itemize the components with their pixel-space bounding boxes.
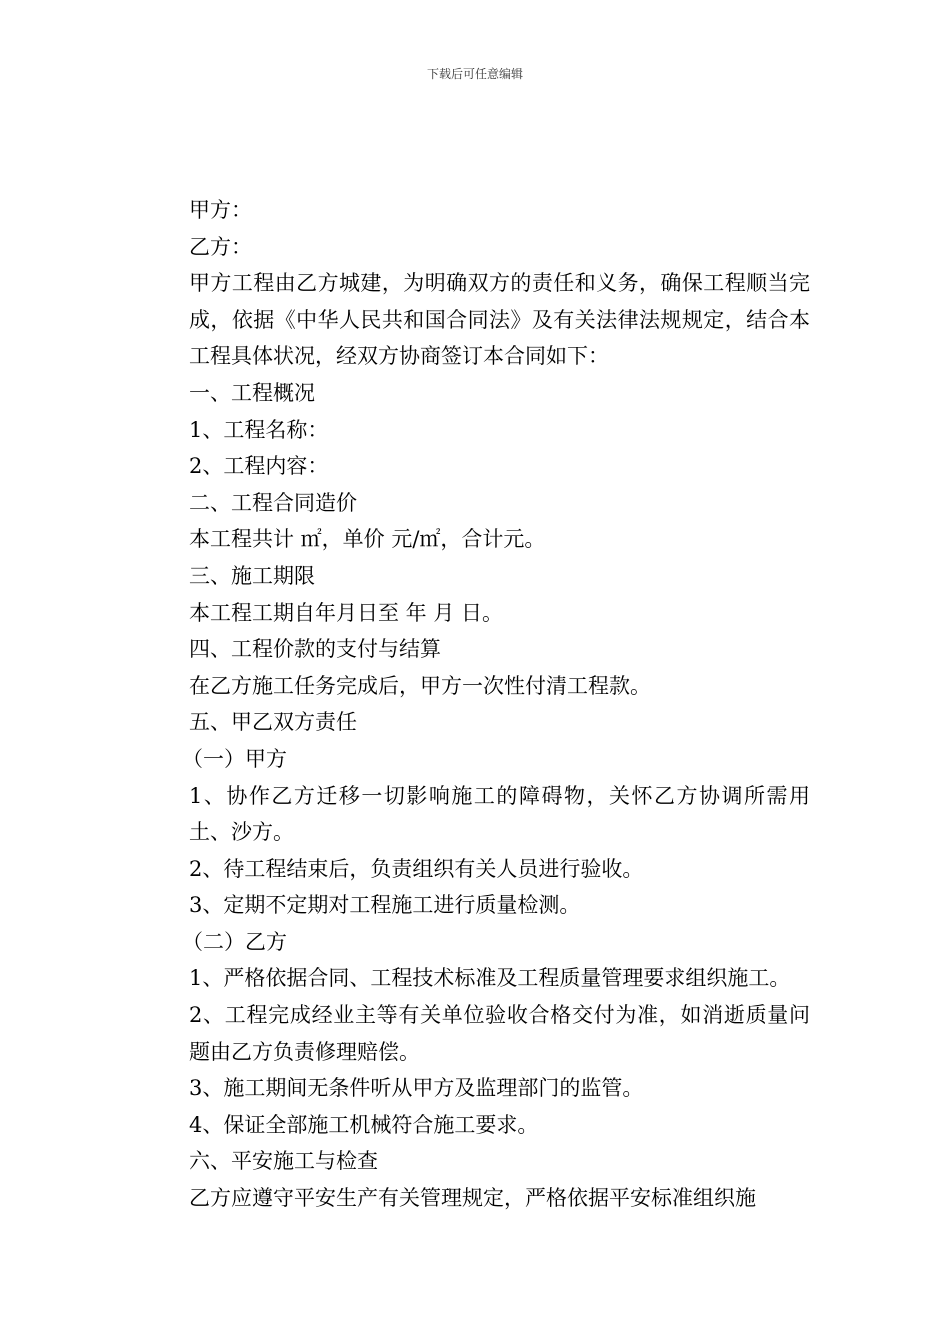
intro-paragraph: 甲方工程由乙方城建，为明确双方的责任和义务，确保工程顺当完成，依据《中华人民共和国合同法》及有关法律法规规定，结合本工程具体状况，经双方协商签订本合同如下： — [189, 271, 810, 369]
party-a-duty-2: 2、待工程结束后，负责组织有关人员进行验收。 — [189, 856, 644, 881]
payment-line: 在乙方施工任务完成后，甲方一次性付清工程款。 — [189, 673, 651, 698]
project-name-line: 1、工程名称： — [189, 417, 329, 442]
party-a-duty-3: 3、定期不定期对工程施工进行质量检测。 — [189, 893, 581, 918]
construction-period-line: 本工程工期自年月日至 年 月 日。 — [189, 600, 504, 625]
party-a-subtitle: （一）甲方 — [182, 746, 287, 771]
party-b-duty-3: 3、施工期间无条件听从甲方及监理部门的监管。 — [189, 1076, 644, 1101]
section-5-title: 五、甲乙双方责任 — [189, 710, 357, 735]
section-2-title: 二、工程合同造价 — [189, 490, 357, 515]
contract-price-line: 本工程共计 ㎡，单价 元/㎡，合计元。 — [189, 527, 546, 552]
party-b-subtitle: （二）乙方 — [182, 929, 287, 954]
party-a-duty-1: 1、协作乙方迁移一切影响施工的障碍物，关怀乙方协调所需用土、沙方。 — [189, 783, 810, 845]
party-a-line: 甲方： — [189, 198, 252, 222]
section-4-title: 四、工程价款的支付与结算 — [189, 637, 441, 662]
safety-paragraph: 乙方应遵守平安生产有关管理规定，严格依据平安标准组织施 — [189, 1186, 756, 1211]
party-b-duty-1: 1、严格依据合同、工程技术标准及工程质量管理要求组织施工。 — [189, 966, 791, 991]
party-b-duty-4: 4、保证全部施工机械符合施工要求。 — [189, 1112, 539, 1137]
party-b-duty-2: 2、工程完成经业主等有关单位验收合格交付为准，如消逝质量问题由乙方负责修理赔偿。 — [189, 1003, 810, 1064]
section-6-title: 六、平安施工与检查 — [189, 1149, 378, 1174]
project-content-line: 2、工程内容： — [189, 454, 329, 479]
section-3-title: 三、施工期限 — [189, 563, 315, 588]
page-header-note: 下载后可任意编辑 — [426, 67, 523, 81]
section-1-title: 一、工程概况 — [189, 380, 315, 405]
contract-body — [146, 192, 810, 1217]
party-b-line: 乙方： — [189, 234, 252, 259]
